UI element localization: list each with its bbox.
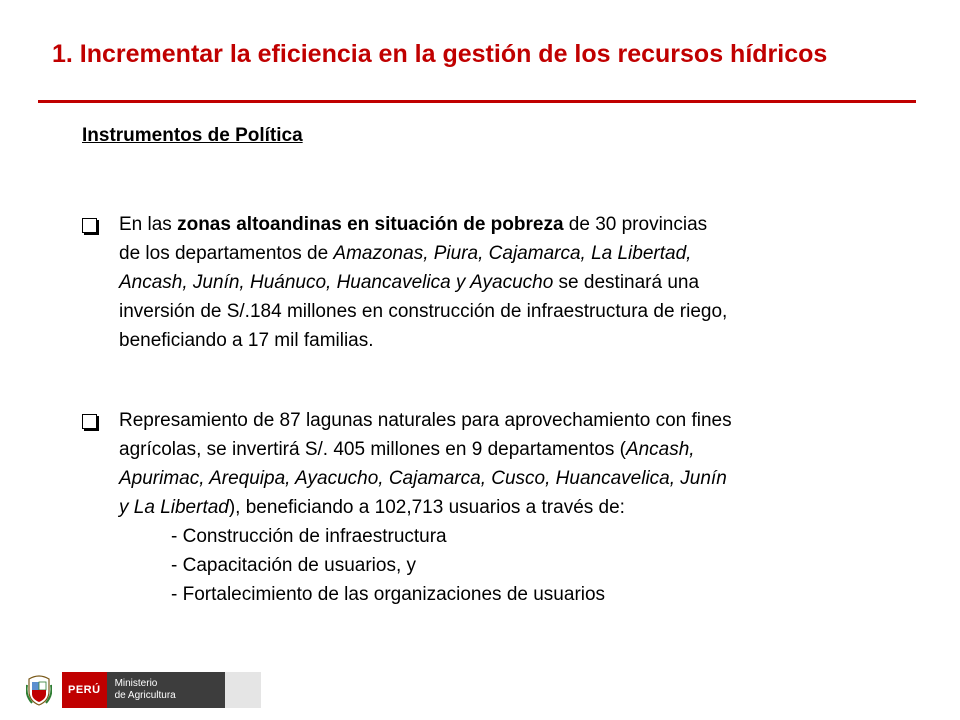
- italic-text: Ancash,: [625, 439, 695, 460]
- page-title: 1. Incrementar la eficiencia en la gestión de los recursos hídricos: [52, 40, 828, 68]
- text-span: de 30 provincias: [563, 214, 708, 235]
- coat-of-arms-icon: [26, 673, 52, 707]
- italic-text: Ancash, Junín, Huánuco, Huancavelica y Ayacucho: [119, 272, 554, 293]
- list-item: - Capacitación de usuarios, y: [171, 555, 417, 576]
- text-span: agrícolas, se invertirá S/. 405 millones en 9 departamentos (: [119, 439, 626, 460]
- text-span: En las: [119, 214, 178, 235]
- checkbox-bullet-icon: [82, 218, 97, 233]
- ministry-line: de Agricultura: [114, 690, 176, 701]
- footer-logo: [26, 670, 261, 710]
- bullet-line: [119, 268, 912, 297]
- bullet-line: [119, 435, 912, 464]
- bullet-text: [119, 210, 912, 355]
- checkbox-bullet-icon: [82, 414, 97, 429]
- italic-text: Apurimac, Arequipa, Ayacucho, Cajamarca, Cusco, Huancavelica, Junín: [119, 468, 727, 489]
- bullet-irrigation: [82, 210, 912, 355]
- list-item: - Fortalecimiento de las organizaciones de usuarios: [171, 584, 606, 605]
- ministry-label: [107, 672, 225, 708]
- list-item: - Construcción de infraestructura: [171, 526, 447, 547]
- ministry-line: Ministerio: [114, 678, 158, 689]
- bullet-line: Represamiento de 87 lagunas naturales para aprovechamiento con fines: [119, 410, 732, 431]
- text-span: se destinará una: [553, 272, 700, 293]
- brand-spacer: [225, 672, 261, 708]
- bullet-line: [119, 210, 912, 239]
- text-span: ), beneficiando a 102,713 usuarios a través de:: [228, 497, 625, 518]
- peru-label: PERÚ: [62, 672, 107, 708]
- bullet-line: [119, 493, 912, 522]
- bullet-lagoons: [82, 406, 912, 609]
- italic-text: y La Libertad: [119, 497, 229, 518]
- bullet-line: [119, 239, 912, 268]
- text-span: de los departamentos de: [119, 243, 334, 264]
- title-divider: [38, 100, 916, 103]
- bullet-line: [119, 464, 912, 493]
- italic-text: Amazonas, Piura, Cajamarca, La Libertad,: [333, 243, 692, 264]
- section-subtitle: Instrumentos de Política: [82, 125, 303, 146]
- bullet-line: beneficiando a 17 mil familias.: [119, 330, 374, 351]
- bullet-text: [119, 406, 912, 609]
- brand-bar: [62, 672, 261, 708]
- bold-text: zonas altoandinas en situación de pobreza: [177, 214, 564, 235]
- bullet-line: inversión de S/.184 millones en construcción de infraestructura de riego,: [119, 301, 728, 322]
